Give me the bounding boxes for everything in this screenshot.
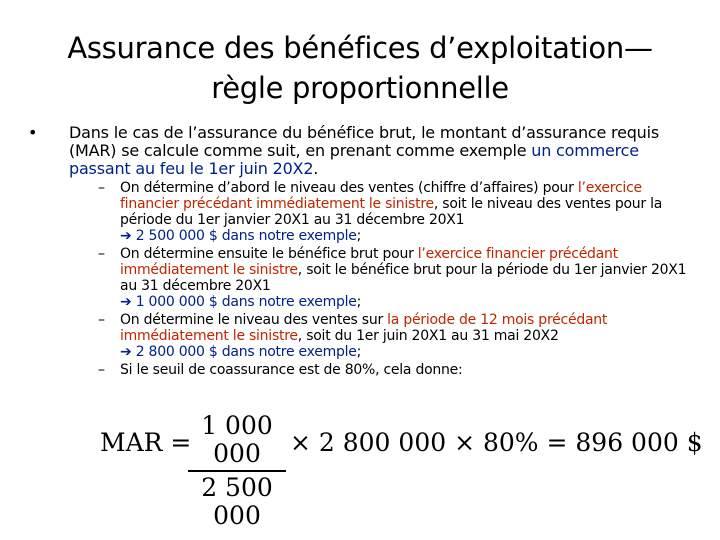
slide-title-line-1: Assurance des bénéfices d’exploitation— xyxy=(67,31,653,65)
sub-bullet-text: Si le seuil de coassurance est de 80%, cela donne: xyxy=(120,362,463,378)
main-bullet-text-post: . xyxy=(313,159,319,178)
formula-denominator: 2 500 000 xyxy=(201,473,273,530)
sub-bullet-text-post: , soit le bénéfice brut pour la période du 1er janvier 20X1 au 31 décembre 20X1 xyxy=(120,262,687,294)
dash-marker: – xyxy=(98,180,105,196)
formula-numerator: 1 000 000 xyxy=(201,411,273,468)
formula-rhs: × 2 800 000 × 80% = 896 000 $ xyxy=(290,428,703,457)
formula-lhs: MAR = xyxy=(100,428,192,457)
main-bullet xyxy=(28,124,668,178)
result-value: 2 500 000 $ dans notre exemple xyxy=(135,228,357,244)
dash-marker: – xyxy=(98,362,105,378)
main-bullet-text-pre: Dans le cas de l’assurance du bénéfice brut, le montant d’assurance requis (MAR) se calcule comme suit, en prenant comme exemple xyxy=(69,123,659,160)
sub-bullet-item xyxy=(98,246,690,310)
dash-marker: – xyxy=(98,312,105,328)
main-bullet-highlight: un commerce passant au feu le 1er juin 20X2 xyxy=(69,141,639,178)
bullet-marker: • xyxy=(28,123,38,142)
formula-fraction xyxy=(188,412,286,530)
result-end: ; xyxy=(356,294,362,310)
sub-bullet-text-post: , soit du 1er juin 20X1 au 31 mai 20X2 xyxy=(297,328,559,344)
result-end: ; xyxy=(356,344,362,360)
arrow-icon: ➔ xyxy=(120,344,132,360)
result-end: ; xyxy=(356,228,362,244)
sub-bullet-highlight: l’exercice financier précédant immédiatement le sinistre xyxy=(120,246,618,278)
sub-bullet-item xyxy=(98,312,690,360)
arrow-icon: ➔ xyxy=(120,228,132,244)
sub-bullet-item xyxy=(98,180,690,244)
sub-bullet-text: On détermine ensuite le bénéfice brut pour xyxy=(120,246,418,262)
mar-formula xyxy=(100,411,703,530)
sub-bullet-text: On détermine d’abord le niveau des ventes (chiffre d’affaires) pour xyxy=(120,180,578,196)
dash-marker: – xyxy=(98,246,105,262)
sub-bullet-highlight: l’exercice financier précédant immédiatement le sinistre xyxy=(120,180,642,212)
result-line xyxy=(120,228,690,244)
sub-bullet-text-post: , soit le niveau des ventes pour la période du 1er janvier 20X1 au 31 décembre 20X1 xyxy=(120,196,663,228)
sub-bullet-list xyxy=(98,180,690,380)
sub-bullet-text: On détermine le niveau des ventes sur xyxy=(120,312,388,328)
result-line xyxy=(120,344,690,360)
slide-title-line-2: règle proportionnelle xyxy=(211,71,509,105)
result-line xyxy=(120,294,690,310)
fraction-bar xyxy=(188,470,286,472)
sub-bullet-item xyxy=(98,362,690,378)
result-value: 1 000 000 $ dans notre exemple xyxy=(135,294,357,310)
main-bullet-text xyxy=(69,124,668,178)
slide-title xyxy=(60,28,660,108)
sub-bullet-highlight: la période de 12 mois précédant immédiatement le sinistre xyxy=(120,312,608,344)
result-value: 2 800 000 $ dans notre exemple xyxy=(135,344,357,360)
arrow-icon: ➔ xyxy=(120,294,132,310)
